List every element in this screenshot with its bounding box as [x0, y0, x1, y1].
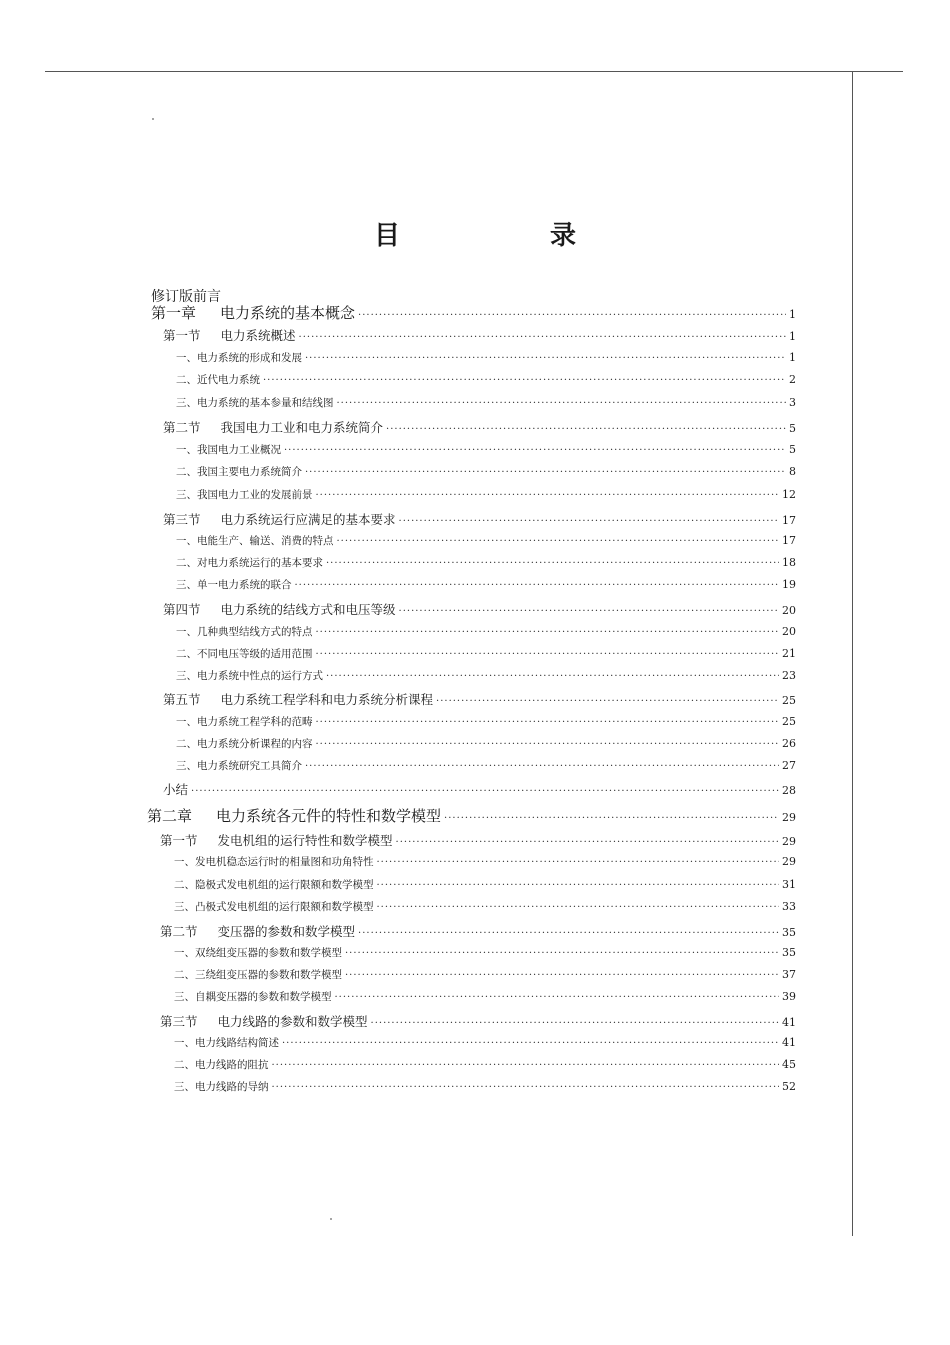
toc-entry-label — [176, 646, 313, 661]
toc-leader-dots — [326, 671, 779, 682]
toc-entry-label — [160, 831, 393, 849]
toc-entry-text: 自耦变压器的参数和数学模型 — [195, 991, 332, 1003]
toc-entry-number: 三、 — [176, 397, 197, 409]
toc-entry-number: 第一节 — [160, 833, 198, 848]
toc-entry-text: 我国电力工业和电力系统简介 — [220, 420, 384, 435]
toc-entry-number: 二、 — [176, 648, 197, 660]
toc-leader-dots — [358, 310, 786, 321]
toc-leader-dots — [316, 739, 780, 750]
toc-entry-label — [174, 899, 374, 914]
toc-leader-dots — [444, 813, 779, 824]
toc-entry-label — [176, 487, 313, 502]
toc-entry-label — [174, 945, 342, 960]
toc-subsection — [176, 577, 796, 592]
toc-entry-label — [176, 395, 334, 410]
toc-page-number: 1 — [789, 308, 796, 321]
toc-entry-text: 电力系统概述 — [220, 328, 296, 343]
toc-entry-text: 电力线路的导纳 — [195, 1081, 269, 1093]
toc-subsection — [176, 736, 796, 751]
toc-subsection — [176, 487, 796, 502]
toc-leader-dots — [371, 1018, 779, 1029]
toc-page-number: 18 — [782, 556, 796, 569]
toc-entry-label — [176, 668, 323, 683]
toc-page-number: 21 — [782, 647, 796, 660]
toc-entry-text: 电力系统的基本参量和结线图 — [197, 397, 334, 409]
toc-entry-number: 三、 — [176, 670, 197, 682]
toc-page-number: 29 — [782, 855, 796, 868]
toc-entry-number: 一、 — [174, 1037, 195, 1049]
toc-subsection — [176, 464, 796, 479]
toc-leader-dots — [399, 516, 779, 527]
toc-entry-text: 电力系统的结线方式和电压等级 — [220, 602, 396, 617]
toc-page-number: 25 — [782, 715, 796, 728]
toc-entry-text: 双绕组变压器的参数和数学模型 — [195, 947, 342, 959]
toc-chapter — [151, 302, 796, 323]
toc-page-number: 8 — [789, 465, 796, 478]
toc-entry-number: 一、 — [176, 444, 197, 456]
toc-entry-number: 第四节 — [163, 602, 201, 617]
toc-leader-dots — [316, 649, 780, 660]
toc-subsection — [176, 350, 796, 365]
toc-entry-label — [176, 736, 313, 751]
toc-page-number: 28 — [782, 784, 796, 797]
toc-entry-number: 第五节 — [163, 692, 201, 707]
toc-leader-dots — [191, 786, 779, 797]
toc-entry-text: 电力系统分析课程的内容 — [197, 738, 313, 750]
toc-page-number: 19 — [782, 578, 796, 591]
toc-leader-dots — [282, 1038, 779, 1049]
toc-page-number: 37 — [782, 968, 796, 981]
toc-entry-number: 三、 — [176, 489, 197, 501]
toc-entry-text: 变压器的参数和数学模型 — [217, 924, 356, 939]
toc-subsection — [174, 989, 796, 1004]
toc-subsection — [174, 854, 796, 869]
toc-entry-label — [174, 1079, 269, 1094]
toc-entry-text: 我国电力工业概况 — [197, 444, 281, 456]
toc-entry-number: 第三节 — [160, 1014, 198, 1029]
toc-entry-label — [174, 967, 342, 982]
toc-section — [160, 831, 796, 849]
toc-page-number: 1 — [789, 330, 796, 343]
toc-leader-dots — [299, 332, 786, 343]
toc-entry-number: 一、 — [176, 352, 197, 364]
toc-leader-dots — [316, 627, 780, 638]
toc-leader-dots — [263, 375, 786, 386]
toc-entry-label — [174, 877, 374, 892]
toc-subsection — [176, 668, 796, 683]
toc-subsection — [174, 899, 796, 914]
toc-entry-number: 第二章 — [147, 807, 193, 825]
toc-leader-dots — [305, 353, 786, 364]
toc-entry-label — [174, 1035, 279, 1050]
toc-entry-text: 电力系统研究工具简介 — [197, 760, 302, 772]
toc-entry-label — [160, 1012, 368, 1030]
toc-leader-dots — [436, 696, 779, 707]
toc-entry-label — [160, 922, 355, 940]
scan-speck — [152, 118, 154, 120]
toc-section — [163, 780, 796, 798]
toc-page-number: 33 — [782, 900, 796, 913]
toc-entry-number: 二、 — [174, 969, 195, 981]
toc-page-number: 25 — [782, 694, 796, 707]
toc-page-number: 5 — [789, 422, 796, 435]
toc-subsection — [176, 624, 796, 639]
toc-subsection — [174, 1057, 796, 1072]
toc-page-number: 26 — [782, 737, 796, 750]
toc-subsection — [176, 758, 796, 773]
toc-entry-label — [176, 464, 302, 479]
toc-page-number: 39 — [782, 990, 796, 1003]
toc-preface: 修订版前言 — [151, 289, 221, 305]
toc-page-number: 35 — [782, 926, 796, 939]
toc-leader-dots — [386, 424, 786, 435]
toc-subsection — [176, 372, 796, 387]
toc-entry-text: 电力系统中性点的运行方式 — [197, 670, 323, 682]
toc-entry-number: 二、 — [174, 879, 195, 891]
toc-page-number: 45 — [782, 1058, 796, 1071]
toc-entry-label — [176, 533, 334, 548]
toc-entry-text: 对电力系统运行的基本要求 — [197, 557, 323, 569]
top-rule — [45, 71, 903, 72]
toc-entry-text: 三绕组变压器的参数和数学模型 — [195, 969, 342, 981]
toc-leader-dots — [337, 398, 787, 409]
toc-section — [163, 510, 796, 528]
toc-subsection — [174, 1079, 796, 1094]
toc-leader-dots — [345, 948, 779, 959]
toc-page-number: 23 — [782, 669, 796, 682]
toc-leader-dots — [377, 857, 780, 868]
toc-leader-dots — [377, 880, 780, 891]
toc-entry-label — [163, 510, 396, 528]
toc-subsection — [176, 533, 796, 548]
toc-entry-label — [174, 1057, 269, 1072]
toc-entry-text: 发电机稳态运行时的相量图和功角特性 — [195, 856, 374, 868]
page-title: 目 录 — [373, 221, 638, 251]
toc-entry-label — [163, 600, 396, 618]
toc-subsection — [176, 395, 796, 410]
toc-entry-number: 一、 — [176, 626, 197, 638]
toc-entry-label — [176, 350, 302, 365]
toc-entry-label — [163, 690, 433, 708]
toc-entry-number: 二、 — [176, 466, 197, 478]
toc-entry-text: 不同电压等级的适用范围 — [197, 648, 313, 660]
toc-leader-dots — [316, 717, 780, 728]
toc-page-number: 5 — [789, 443, 796, 456]
toc-subsection — [174, 1035, 796, 1050]
toc-entry-label — [176, 555, 323, 570]
toc-leader-dots — [399, 606, 779, 617]
toc-entry-label — [176, 758, 302, 773]
toc-entry-label — [176, 714, 313, 729]
toc-entry-number: 第二节 — [160, 924, 198, 939]
toc-leader-dots — [345, 970, 779, 981]
toc-entry-label — [151, 302, 355, 323]
toc-entry-text: 电力系统运行应满足的基本要求 — [220, 512, 396, 527]
toc-entry-text: 隐极式发电机组的运行限额和数学模型 — [195, 879, 374, 891]
toc-section — [163, 326, 796, 344]
toc-entry-number: 三、 — [176, 760, 197, 772]
toc-entry-text: 单一电力系统的联合 — [197, 579, 292, 591]
toc-page-number: 17 — [782, 514, 796, 527]
toc-page-number: 29 — [782, 835, 796, 848]
toc-leader-dots — [358, 928, 779, 939]
toc-section — [163, 418, 796, 436]
toc-subsection — [174, 967, 796, 982]
toc-entry-label — [163, 418, 383, 436]
toc-page-number: 52 — [782, 1080, 796, 1093]
toc-entry-number: 一、 — [176, 716, 197, 728]
toc-section — [160, 922, 796, 940]
toc-leader-dots — [295, 580, 780, 591]
toc-entry-text: 我国主要电力系统简介 — [197, 466, 302, 478]
toc-entry-number: 一、 — [176, 535, 197, 547]
toc-entry-label — [174, 854, 374, 869]
toc-page-number: 12 — [782, 488, 796, 501]
toc-entry-number: 第三节 — [163, 512, 201, 527]
toc-leader-dots — [272, 1082, 780, 1093]
toc-page-number: 17 — [782, 534, 796, 547]
toc-page-number: 35 — [782, 946, 796, 959]
toc-leader-dots — [305, 761, 779, 772]
toc-entry-number: 一、 — [174, 947, 195, 959]
toc-section — [160, 1012, 796, 1030]
toc-entry-number: 三、 — [174, 901, 195, 913]
toc-entry-number: 三、 — [174, 1081, 195, 1093]
toc-page-number: 31 — [782, 878, 796, 891]
toc-entry-text: 电力系统各元件的特性和数学模型 — [216, 807, 442, 825]
toc-page-number: 41 — [782, 1016, 796, 1029]
toc-leader-dots — [305, 467, 786, 478]
toc-entry-text: 电能生产、输送、消费的特点 — [197, 535, 334, 547]
toc-entry-text: 我国电力工业的发展前景 — [197, 489, 313, 501]
toc-entry-text: 电力系统工程学科和电力系统分析课程 — [220, 692, 434, 707]
toc-entry-label — [163, 780, 188, 798]
toc-entry-label — [174, 989, 332, 1004]
toc-leader-dots — [396, 837, 779, 848]
toc-entry-label — [176, 442, 281, 457]
toc-entry-text: 电力线路结构简述 — [195, 1037, 279, 1049]
toc-subsection — [174, 877, 796, 892]
scan-speck — [330, 1218, 332, 1220]
toc-page-number: 41 — [782, 1036, 796, 1049]
toc-page-number: 2 — [789, 373, 796, 386]
toc-leader-dots — [377, 902, 780, 913]
toc-subsection — [176, 555, 796, 570]
toc-leader-dots — [335, 992, 780, 1003]
toc-entry-number: 三、 — [176, 579, 197, 591]
toc-entry-number: 二、 — [176, 738, 197, 750]
toc-section — [163, 690, 796, 708]
toc-page-number: 1 — [789, 351, 796, 364]
toc-entry-text: 几种典型结线方式的特点 — [197, 626, 313, 638]
toc-entry-label — [163, 326, 296, 344]
toc-entry-text: 电力系统的形成和发展 — [197, 352, 302, 364]
toc-subsection — [176, 714, 796, 729]
toc-entry-number: 二、 — [176, 374, 197, 386]
toc-entry-text: 电力线路的阻抗 — [195, 1059, 269, 1071]
toc-subsection — [176, 646, 796, 661]
toc-entry-number: 第一章 — [151, 304, 197, 322]
toc-entry-number: 二、 — [174, 1059, 195, 1071]
toc-page-number: 27 — [782, 759, 796, 772]
toc-entry-text: 凸极式发电机组的运行限额和数学模型 — [195, 901, 374, 913]
toc-entry-label — [176, 372, 260, 387]
toc-chapter — [147, 805, 796, 826]
toc-page-number: 3 — [789, 396, 796, 409]
toc-subsection — [174, 945, 796, 960]
toc-entry-label — [176, 577, 292, 592]
toc-entry-text: 电力系统的基本概念 — [220, 304, 356, 322]
toc-page-number: 20 — [782, 625, 796, 638]
toc-leader-dots — [326, 558, 779, 569]
toc-entry-text: 发电机组的运行特性和数学模型 — [217, 833, 393, 848]
toc-page-number: 29 — [782, 811, 796, 824]
toc-leader-dots — [284, 445, 786, 456]
toc-leader-dots — [337, 536, 780, 547]
toc-leader-dots — [272, 1060, 780, 1071]
toc-entry-number: 二、 — [176, 557, 197, 569]
toc-entry-number: 第二节 — [163, 420, 201, 435]
toc-entry-label — [176, 624, 313, 639]
toc-section — [163, 600, 796, 618]
toc-entry-number: 三、 — [174, 991, 195, 1003]
toc-leader-dots — [316, 490, 780, 501]
toc-entry-label — [147, 805, 441, 826]
toc-entry-text: 电力线路的参数和数学模型 — [217, 1014, 368, 1029]
toc-page-number: 20 — [782, 604, 796, 617]
toc-entry-number: 一、 — [174, 856, 195, 868]
toc-subsection — [176, 442, 796, 457]
toc-entry-text: 电力系统工程学科的范畴 — [197, 716, 313, 728]
toc-entry-text: 近代电力系统 — [197, 374, 260, 386]
toc-entry-number: 小结 — [163, 782, 189, 797]
toc-entry-number: 第一节 — [163, 328, 201, 343]
